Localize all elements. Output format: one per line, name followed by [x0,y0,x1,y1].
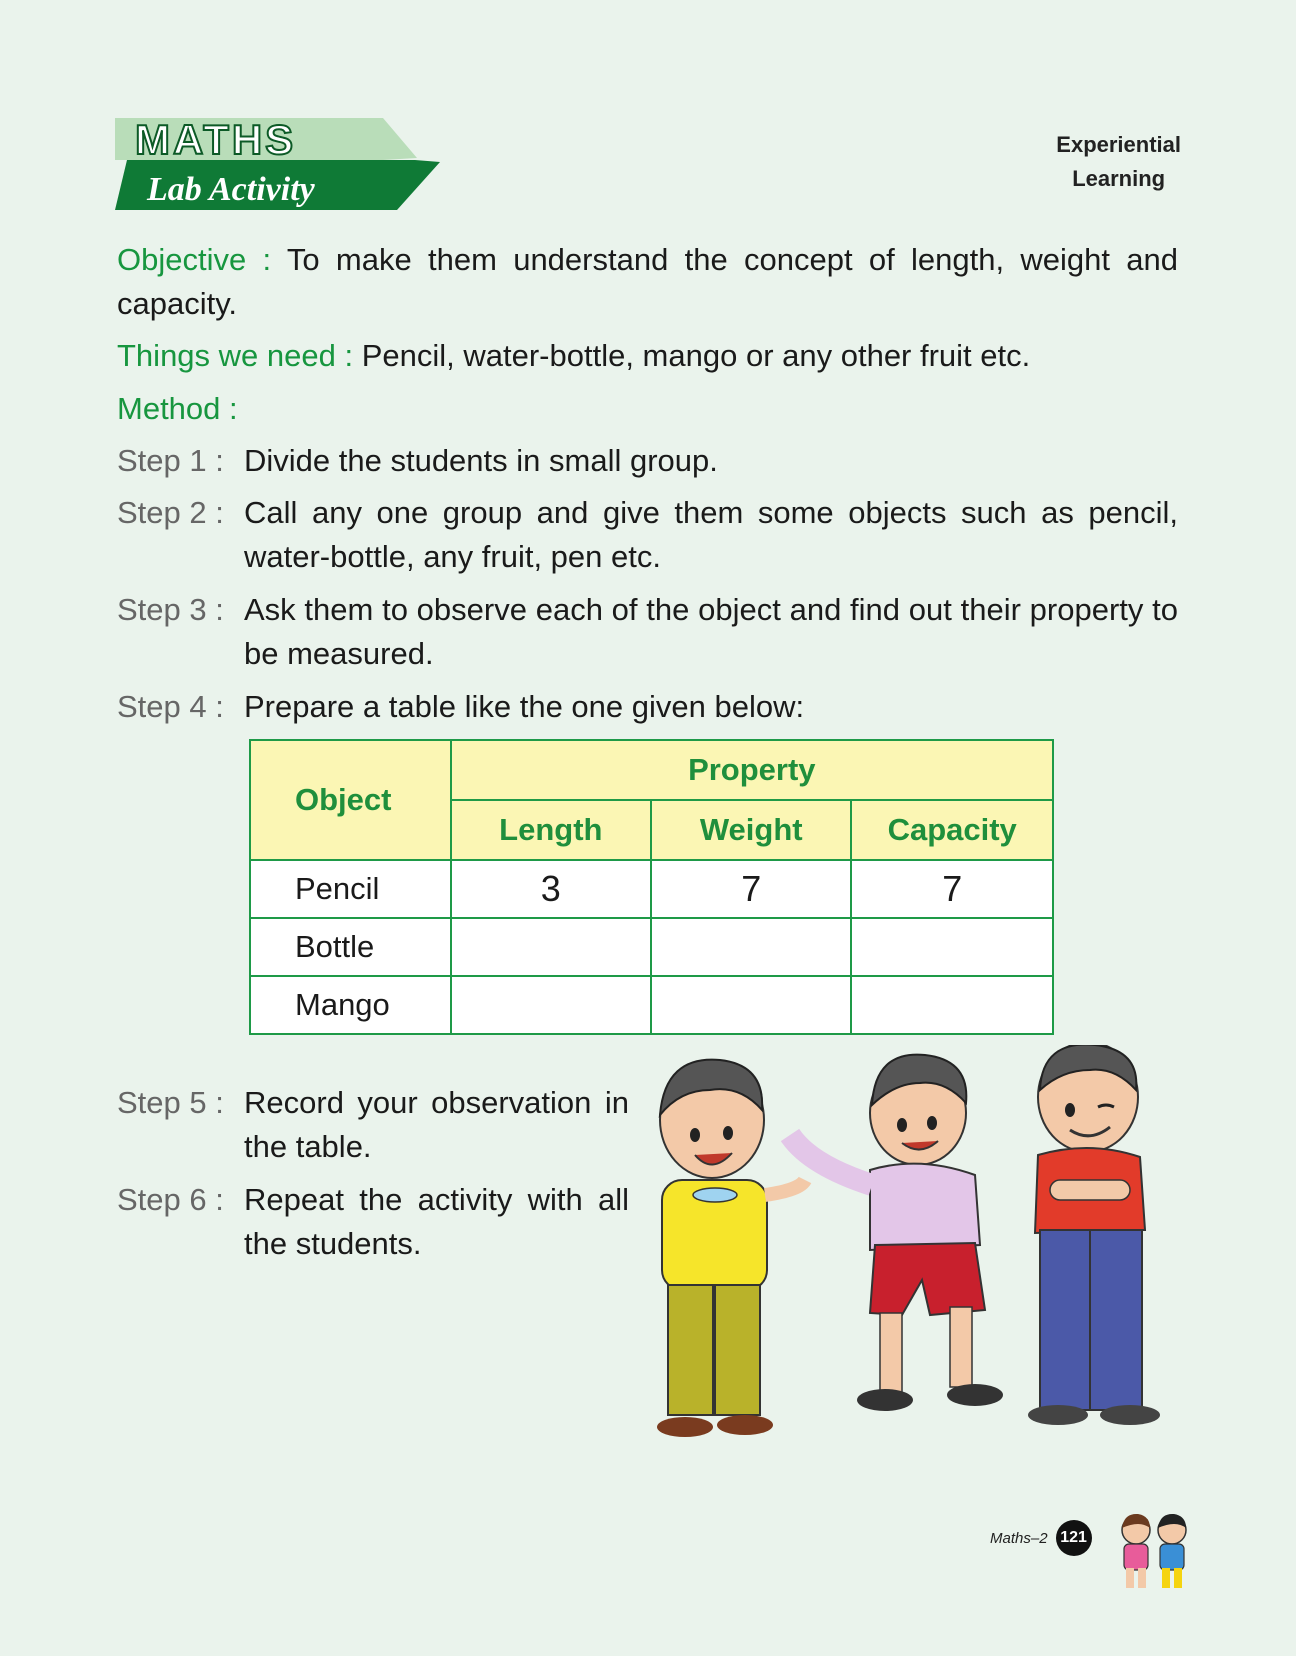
step-2 [117,491,1178,579]
book-title: Maths–2 [990,1529,1048,1547]
things-label: Things we need : [117,338,354,373]
method-label: Method : [117,391,238,426]
step-6 [117,1178,629,1266]
object-cell: Bottle [250,918,451,976]
length-header: Length [451,800,651,860]
things-paragraph [117,334,1178,378]
objective-text: To make them understand the concept of length, weight and capacity. [117,242,1178,321]
step-text: Divide the students in small group. [244,443,718,478]
experiential-learning-tag [1056,128,1181,196]
banner-graphic [115,116,440,212]
table-header-row [250,740,1053,800]
step-text: Prepare a table like the one given below: [244,689,805,724]
step-label: Step 4 : [117,689,224,724]
step-4 [117,685,1178,729]
objective-label: Objective : [117,242,272,277]
kids-mascot [1110,1510,1200,1594]
weight-cell[interactable] [651,918,851,976]
weight-cell[interactable] [651,976,851,1034]
step-label: Step 6 : [117,1182,224,1217]
page-footer [990,1515,1092,1561]
length-cell[interactable] [451,918,651,976]
capacity-cell[interactable] [851,976,1053,1034]
table-row [250,976,1053,1034]
boy-yellow-shirt [657,1060,805,1437]
weight-cell[interactable]: 7 [651,860,851,918]
object-header: Object [250,740,451,860]
step-label: Step 2 : [117,495,224,530]
table-row [250,860,1053,918]
step-1 [117,439,1178,483]
page-number: 121 [1056,1520,1092,1556]
property-header: Property [451,740,1053,800]
capacity-cell[interactable]: 7 [851,860,1053,918]
step-5 [117,1081,629,1169]
object-cell: Mango [250,976,451,1034]
capacity-cell[interactable] [851,918,1053,976]
weight-header: Weight [651,800,851,860]
step-text: Repeat the activity with all the students. [244,1182,629,1261]
tag-line-1: Experiential [1056,132,1181,157]
three-boys-illustration [640,1045,1185,1445]
boy-red-shirt [1028,1045,1160,1425]
table-row [250,918,1053,976]
maths-lab-activity-banner [115,116,440,212]
kids-mascot-graphic [1110,1510,1200,1594]
step-text: Ask them to observe each of the object and find out their property to be measured. [244,592,1178,671]
boy-pink-shirt [790,1055,1003,1411]
property-table [249,739,1054,1035]
tag-line-2: Learning [1072,166,1166,191]
objective-paragraph [117,238,1178,326]
capacity-header: Capacity [851,800,1053,860]
things-text: Pencil, water-bottle, mango or any other fruit etc. [353,338,1031,373]
length-cell[interactable] [451,976,651,1034]
banner-subtitle: Lab Activity [147,171,315,208]
step-text: Record your observation in the table. [244,1085,629,1164]
step-text: Call any one group and give them some objects such as pencil, water-bottle, any fruit, pen etc. [244,495,1178,574]
boys-drawing [640,1045,1185,1445]
object-cell: Pencil [250,860,451,918]
step-label: Step 5 : [117,1085,224,1120]
step-label: Step 1 : [117,443,224,478]
step-3 [117,588,1178,676]
step-label: Step 3 : [117,592,224,627]
length-cell[interactable]: 3 [451,860,651,918]
banner-title: MATHS [135,116,297,163]
